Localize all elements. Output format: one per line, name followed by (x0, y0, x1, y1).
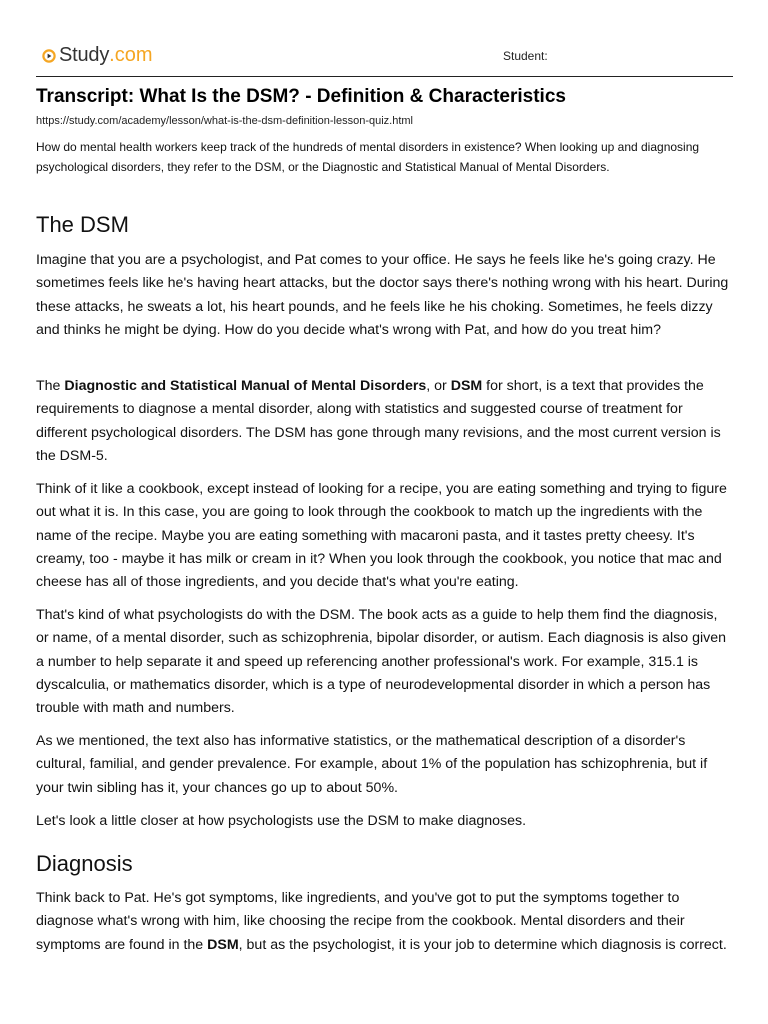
text-run: Think back to Pat. He's got symptoms, like ingredients, and you've got to put the symptoms together to diagnose what's wrong with him, like choosing the recipe from the cookbook. Mental disorders and their symptoms are found in the (36, 890, 685, 953)
source-url: https://study.com/academy/lesson/what-is-the-dsm-definition-lesson-quiz.html (36, 115, 414, 127)
section-heading-dsm: The DSM (36, 212, 129, 237)
paragraph (36, 887, 733, 957)
page-title: Transcript: What Is the DSM? - Definition & Characteristics (36, 86, 566, 107)
bold-term: DSM (207, 936, 239, 953)
text-run: , but as the psychologist, it is your job to determine which diagnosis is correct. (238, 936, 727, 953)
paragraph: Think of it like a cookbook, except instead of looking for a recipe, you are eating something and trying to figure out what it is. In this case, you are going to look through the cookbook to match up the ingredients with the name of the recipe. Maybe you are eating something with macaroni pasta, and it tastes pretty cheesy. It's creamy, too - maybe it has milk or cream in it? When you look through the cookbook, you notice that mac and cheese has all of those ingredients, and you decide that's what you're eating. (36, 481, 727, 591)
paragraph: That's kind of what psychologists do with the DSM. The book acts as a guide to help them find the diagnosis, or name, of a mental disorder, such as schizophrenia, bipolar disorder, or autism. Each diagnosis is also given a number to help separate it and speed up referencing another professional's work. For example, 315.1 is dyscalculia, or mathematics disorder, which is a type of neurodevelopmental disorder in which a person has trouble with math and numbers. (36, 607, 727, 717)
logo-suffix: .com (109, 44, 153, 66)
student-label: Student: (503, 49, 548, 63)
study-logo[interactable] (42, 44, 153, 67)
logo-text: Study (59, 44, 110, 66)
text-run: The (36, 378, 65, 394)
bold-term: DSM (450, 378, 483, 394)
bold-term: Diagnostic and Statistical Manual of Mental Disorders (64, 378, 427, 394)
paragraph: As we mentioned, the text also has informative statistics, or the mathematical description of a disorder's cultural, familial, and gender prevalence. For example, about 1% of the population has schizophrenia, but if your twin sibling has it, your chances go up to about 50%. (36, 733, 708, 796)
text-run: , or (426, 378, 451, 394)
intro-paragraph: How do mental health workers keep track of the hundreds of mental disorders in existence? When looking up and diagnosing psychological disorders, they refer to the DSM, or the Diagnostic and Statistical Manual of Mental Disorders. (36, 140, 700, 174)
page-header (36, 0, 733, 77)
paragraph: Imagine that you are a psychologist, and Pat comes to your office. He says he feels like he's going crazy. He sometimes feels like he's having heart attacks, but the doctor says there's nothing wrong with his heart. During these attacks, he sweats a lot, his heart pounds, and he feels like he his choking. Sometimes, he feels dizzy and thinks he might be dying. How do you decide what's wrong with Pat, and how do you treat him? (36, 252, 729, 338)
paragraph (36, 375, 733, 468)
text-run: for short, is a text that provides the requirements to diagnose a mental disorder, along with statistics and suggested course of treatment for different psychological disorders. The DSM has gone through many revisions, and the most current version is the DSM-5. (36, 378, 721, 464)
play-circle-icon (42, 49, 56, 63)
document-page (36, 0, 733, 953)
section-heading-diagnosis: Diagnosis (36, 851, 133, 876)
paragraph: Let's look a little closer at how psychologists use the DSM to make diagnoses. (36, 813, 527, 829)
